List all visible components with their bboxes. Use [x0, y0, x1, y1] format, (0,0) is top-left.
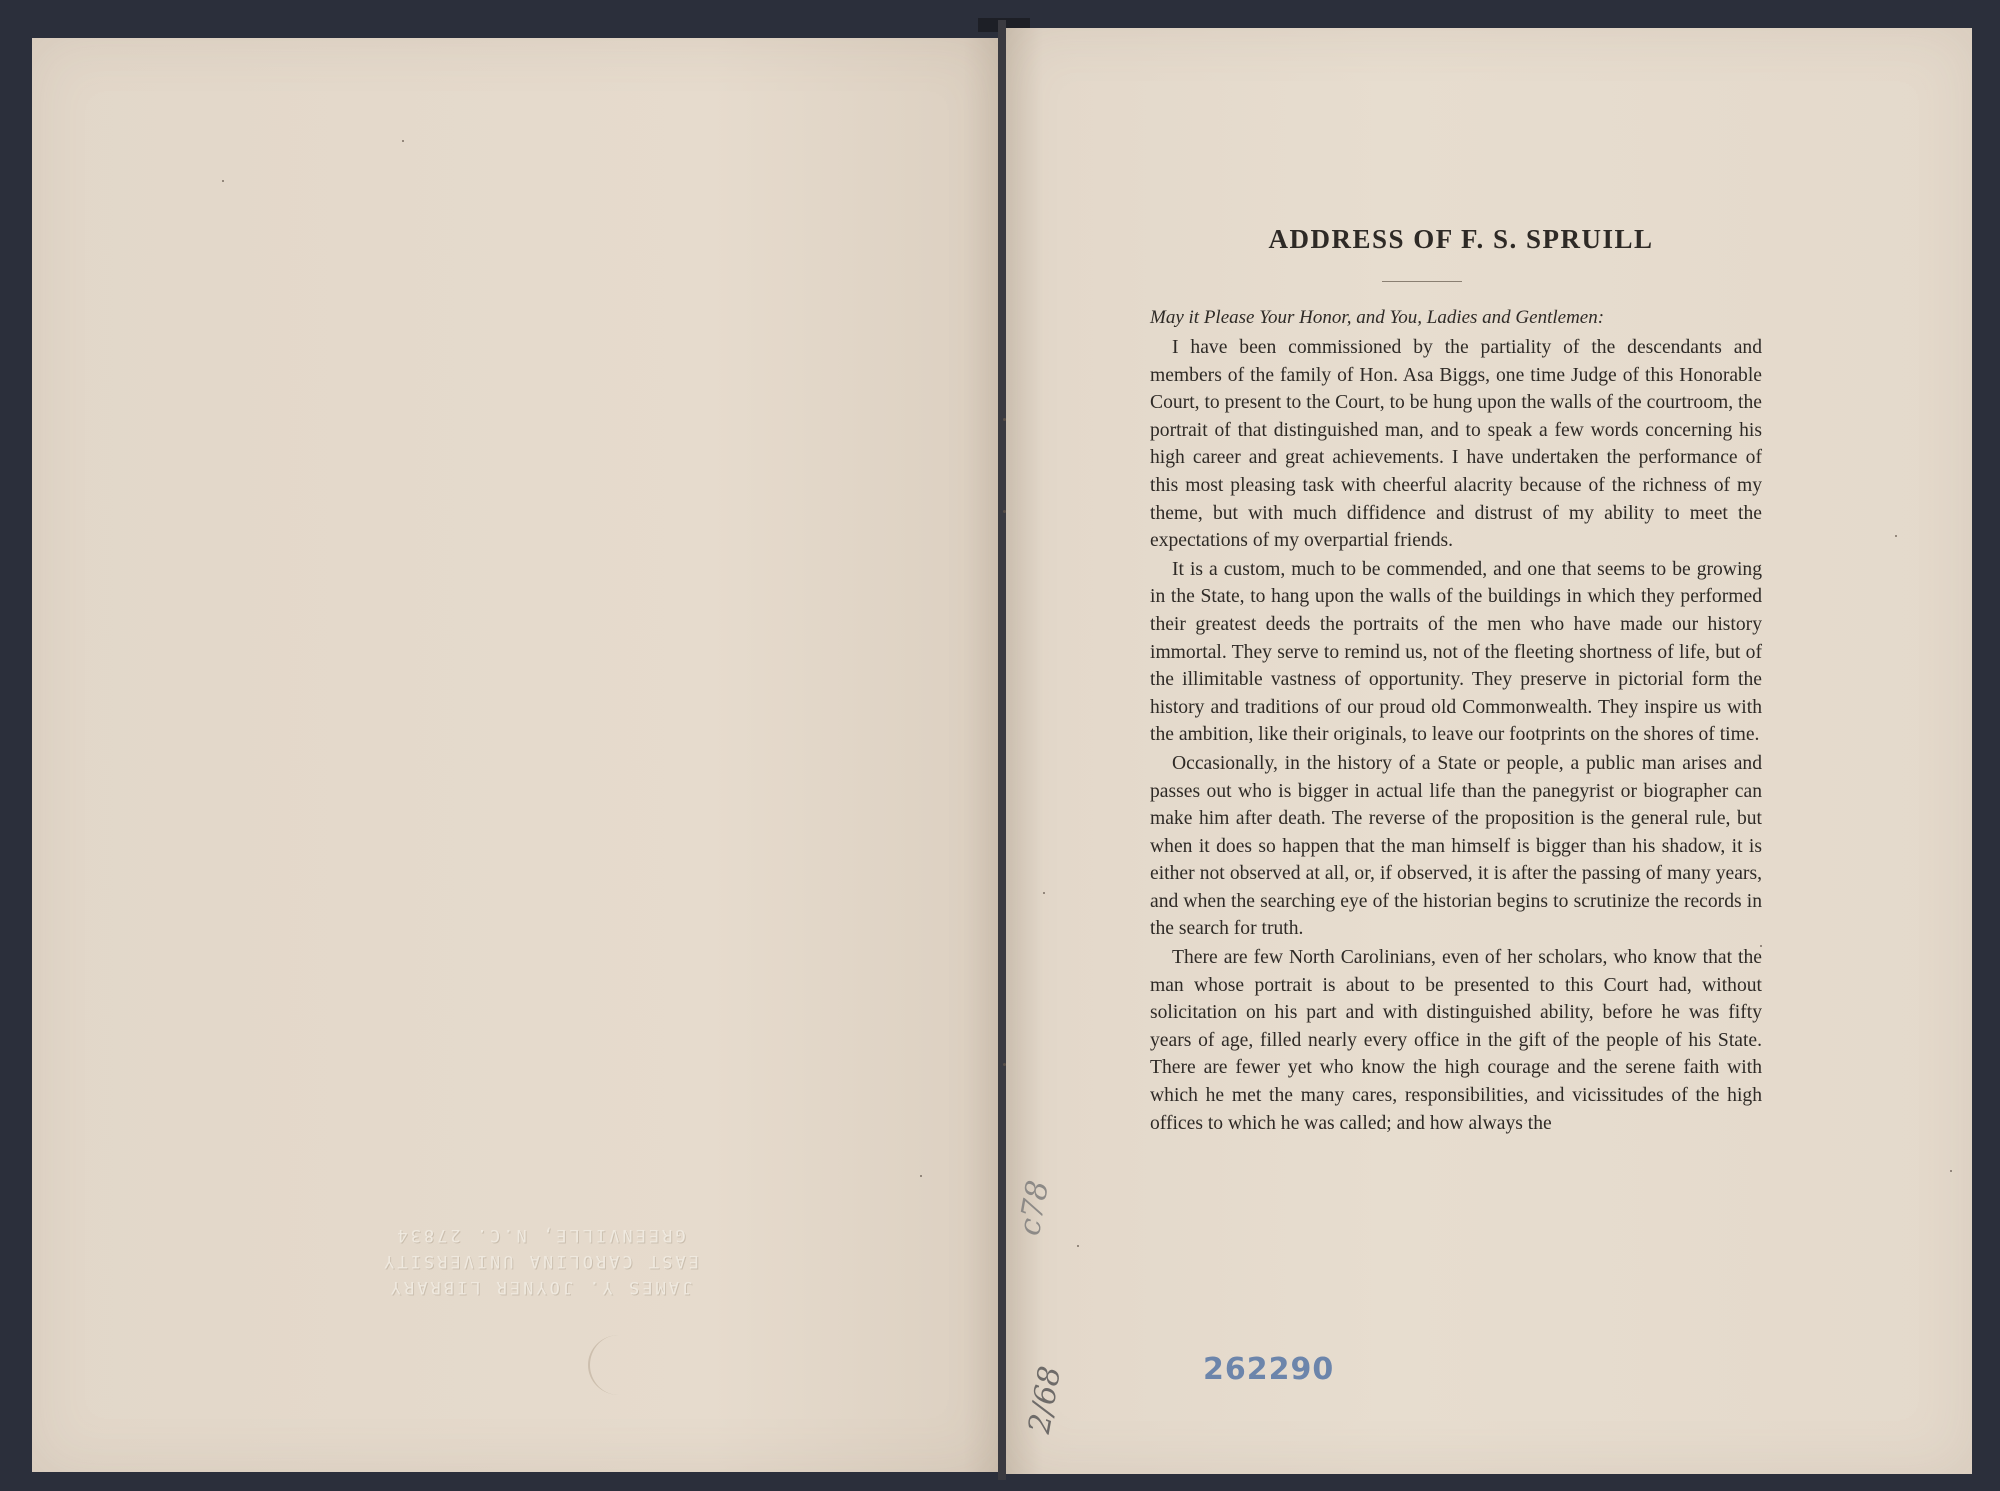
paper-speck [1077, 1245, 1079, 1247]
address-text-block [1150, 218, 1762, 1138]
embossed-library-seal [355, 1222, 725, 1300]
paragraph-4: There are few North Carolinians, even of her scholars, who know that the man whose portrait is about to be presented to this Court had, without solicitation on his part and with distinguished ability, before he was fifty years of age, filled nearly every office in the gift of the people of his State. There are fewer yet who know the high courage and the serene faith with which he met the many cares, responsibilities, and vicissitudes of the high offices to which he was called; and how always the [1150, 947, 1762, 1134]
pencil-margin-note-lower: 2/68 [1022, 1363, 1069, 1437]
embossed-arc-mark [588, 1335, 650, 1395]
paper-speck [1895, 535, 1897, 537]
seal-line-city: GREENVILLE, N.C. 27834 [394, 1225, 686, 1245]
binding-staple-mark [1003, 418, 1006, 421]
paper-speck [1950, 1170, 1952, 1172]
paper-speck [920, 1175, 922, 1177]
paper-speck [222, 180, 224, 182]
page-gutter [998, 20, 1006, 1480]
paragraph-1: I have been commissioned by the partiality of the descendants and members of the family of Hon. Asa Biggs, one time Judge of this Honorable Court, to present to the Court, to be hung upon the walls of the courtroom, the portrait of that distinguished man, and to speak a few words concerning his high career and great achievements. I have undertaken the performance of this most pleasing task with cheerful alacrity because of the richness of my theme, but with much diffidence and distrust of my ability to meet the expectations of my overpartial friends. [1150, 337, 1762, 552]
salutation: May it Please Your Honor, and You, Ladies and Gentlemen: [1150, 307, 1605, 328]
pencil-margin-note-upper: c78 [1012, 1177, 1057, 1239]
binding-staple-mark [1003, 1063, 1006, 1066]
paragraph-2: It is a custom, much to be commended, and one that seems to be growing in the State, to hang upon the walls of the buildings in which they performed their greatest deeds the portraits of the men who have made our history immortal. They serve to remind us, not of the fleeting shortness of life, but of the illimitable vastness of opportunity. They preserve in pictorial form the history and traditions of our proud old Commonwealth. They inspire us with the ambition, like their originals, to leave our footprints on the shores of time. [1150, 558, 1762, 746]
paper-speck [1760, 945, 1762, 947]
seal-line-university: EAST CAROLINA UNIVERSITY [381, 1251, 699, 1271]
paper-speck [1043, 892, 1045, 894]
page-title: ADDRESS OF F. S. SPRUILL [1268, 224, 1654, 254]
paper-speck [402, 140, 404, 142]
title-divider [1382, 281, 1462, 282]
paragraph-3: Occasionally, in the history of a State or people, a public man arises and passes out who is bigger in actual life than the panegyrist or biographer can make him after death. The reverse of the proposition is the general rule, but when it does so happen that the man himself is bigger than his shadow, it is either not observed at all, or, if observed, it is after the passing of many years, and when the searching eye of the historian begins to scrutinize the records in the search for truth. [1150, 752, 1762, 940]
binding-staple-mark [1003, 510, 1006, 513]
seal-line-library: JAMES Y. JOYNER LIBRARY [387, 1277, 693, 1297]
accession-number-stamp: 262290 [1203, 1352, 1335, 1387]
